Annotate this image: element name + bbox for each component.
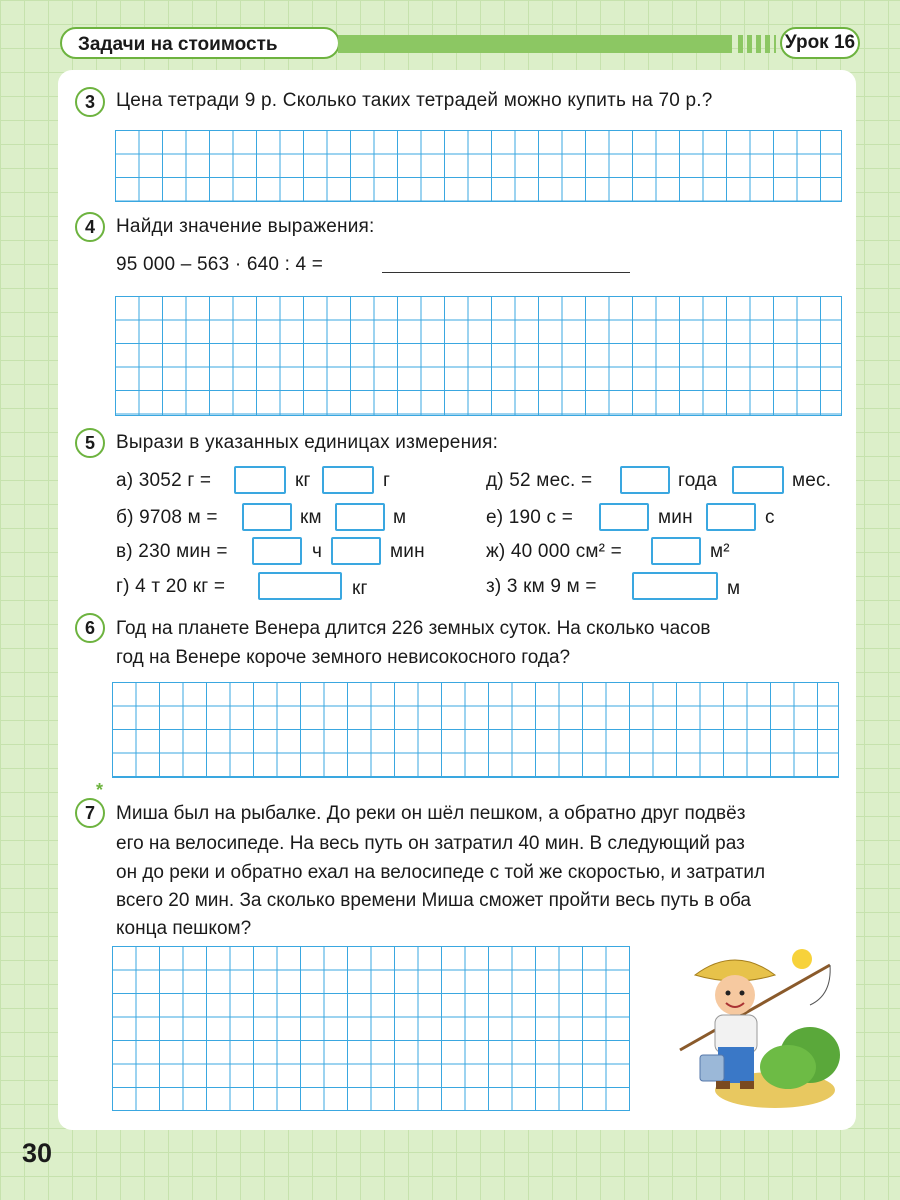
- task-3-text: Цена тетради 9 р. Сколько таких тетрадей можно купить на 70 р.?: [116, 90, 713, 111]
- fisherman-boy-illustration: [660, 935, 840, 1110]
- item-e-box-1[interactable]: [599, 503, 649, 531]
- task-7-line-1: Миша был на рыбалке. До реки он шёл пешком, а обратно друг подвёз: [116, 803, 746, 824]
- header-stripe: [338, 35, 732, 53]
- topic-title: Задачи на стоимость: [60, 27, 340, 59]
- item-z-text: з) 3 км 9 м =: [486, 576, 597, 597]
- task-6-number: 6: [75, 613, 105, 643]
- item-b-unit-1: км: [300, 507, 322, 528]
- item-zh-box-1[interactable]: [651, 537, 701, 565]
- item-a-unit-2: г: [383, 470, 391, 491]
- item-a-box-1[interactable]: [234, 466, 286, 494]
- item-e-unit-2: с: [765, 507, 775, 528]
- task-7-answer-grid[interactable]: [112, 946, 630, 1111]
- task-4-number: 4: [75, 212, 105, 242]
- item-b-box-1[interactable]: [242, 503, 292, 531]
- task-6-line-1: Год на планете Венера длится 226 земных суток. На сколько часов: [116, 618, 711, 639]
- task-7-line-5: конца пешком?: [116, 918, 252, 939]
- task-7-line-3: он до реки и обратно ехал на велосипеде с той же скоростью, и затратил: [116, 862, 766, 883]
- item-z-unit-1: м: [727, 578, 741, 599]
- item-d-box-1[interactable]: [620, 466, 670, 494]
- item-v-unit-2: мин: [390, 541, 425, 562]
- task-7-line-4: всего 20 мин. За сколько времени Миша сможет пройти весь путь в оба: [116, 890, 751, 911]
- item-b-text: б) 9708 м =: [116, 507, 218, 528]
- item-b-unit-2: м: [393, 507, 407, 528]
- task-4-answer-line[interactable]: [382, 272, 630, 273]
- task-7-number: 7: [75, 798, 105, 828]
- task-7-line-2: его на велосипеде. На весь путь он затратил 40 мин. В следующий раз: [116, 833, 745, 854]
- item-d-unit-2: мес.: [792, 470, 832, 491]
- lesson-header: [60, 27, 860, 61]
- item-b-box-2[interactable]: [335, 503, 385, 531]
- task-3-answer-grid[interactable]: [115, 130, 842, 202]
- item-a-box-2[interactable]: [322, 466, 374, 494]
- item-v-text: в) 230 мин =: [116, 541, 228, 562]
- item-a-text: а) 3052 г =: [116, 470, 212, 491]
- header-stripe-ticks: [738, 35, 776, 53]
- item-g-unit-1: кг: [352, 578, 368, 599]
- item-v-unit-1: ч: [312, 541, 323, 562]
- item-d-unit-1: года: [678, 470, 718, 491]
- task-4-text: Найди значение выражения:: [116, 216, 375, 237]
- item-d-box-2[interactable]: [732, 466, 784, 494]
- task-3-number: 3: [75, 87, 105, 117]
- item-zh-unit-1: м²: [710, 541, 730, 562]
- task-4-answer-grid[interactable]: [115, 296, 842, 416]
- task-5-number: 5: [75, 428, 105, 458]
- item-zh-text: ж) 40 000 см² =: [486, 541, 622, 562]
- item-a-unit-1: кг: [295, 470, 311, 491]
- lesson-number: Урок 16: [780, 27, 860, 59]
- item-z-box-1[interactable]: [632, 572, 718, 600]
- item-v-box-2[interactable]: [331, 537, 381, 565]
- task-5-text: Вырази в указанных единицах измерения:: [116, 432, 499, 453]
- task-6-answer-grid[interactable]: [112, 682, 839, 778]
- item-g-box-1[interactable]: [258, 572, 342, 600]
- difficulty-star-icon: *: [96, 780, 104, 800]
- task-4-expression: 95 000 – 563 · 640 : 4 =: [116, 254, 324, 275]
- item-e-box-2[interactable]: [706, 503, 756, 531]
- item-d-text: д) 52 мес. =: [486, 470, 593, 491]
- item-e-text: е) 190 с =: [486, 507, 574, 528]
- task-6-line-2: год на Венере короче земного невисокосного года?: [116, 647, 571, 668]
- item-v-box-1[interactable]: [252, 537, 302, 565]
- item-g-text: г) 4 т 20 кг =: [116, 576, 226, 597]
- page-number: 30: [22, 1138, 53, 1168]
- item-e-unit-1: мин: [658, 507, 693, 528]
